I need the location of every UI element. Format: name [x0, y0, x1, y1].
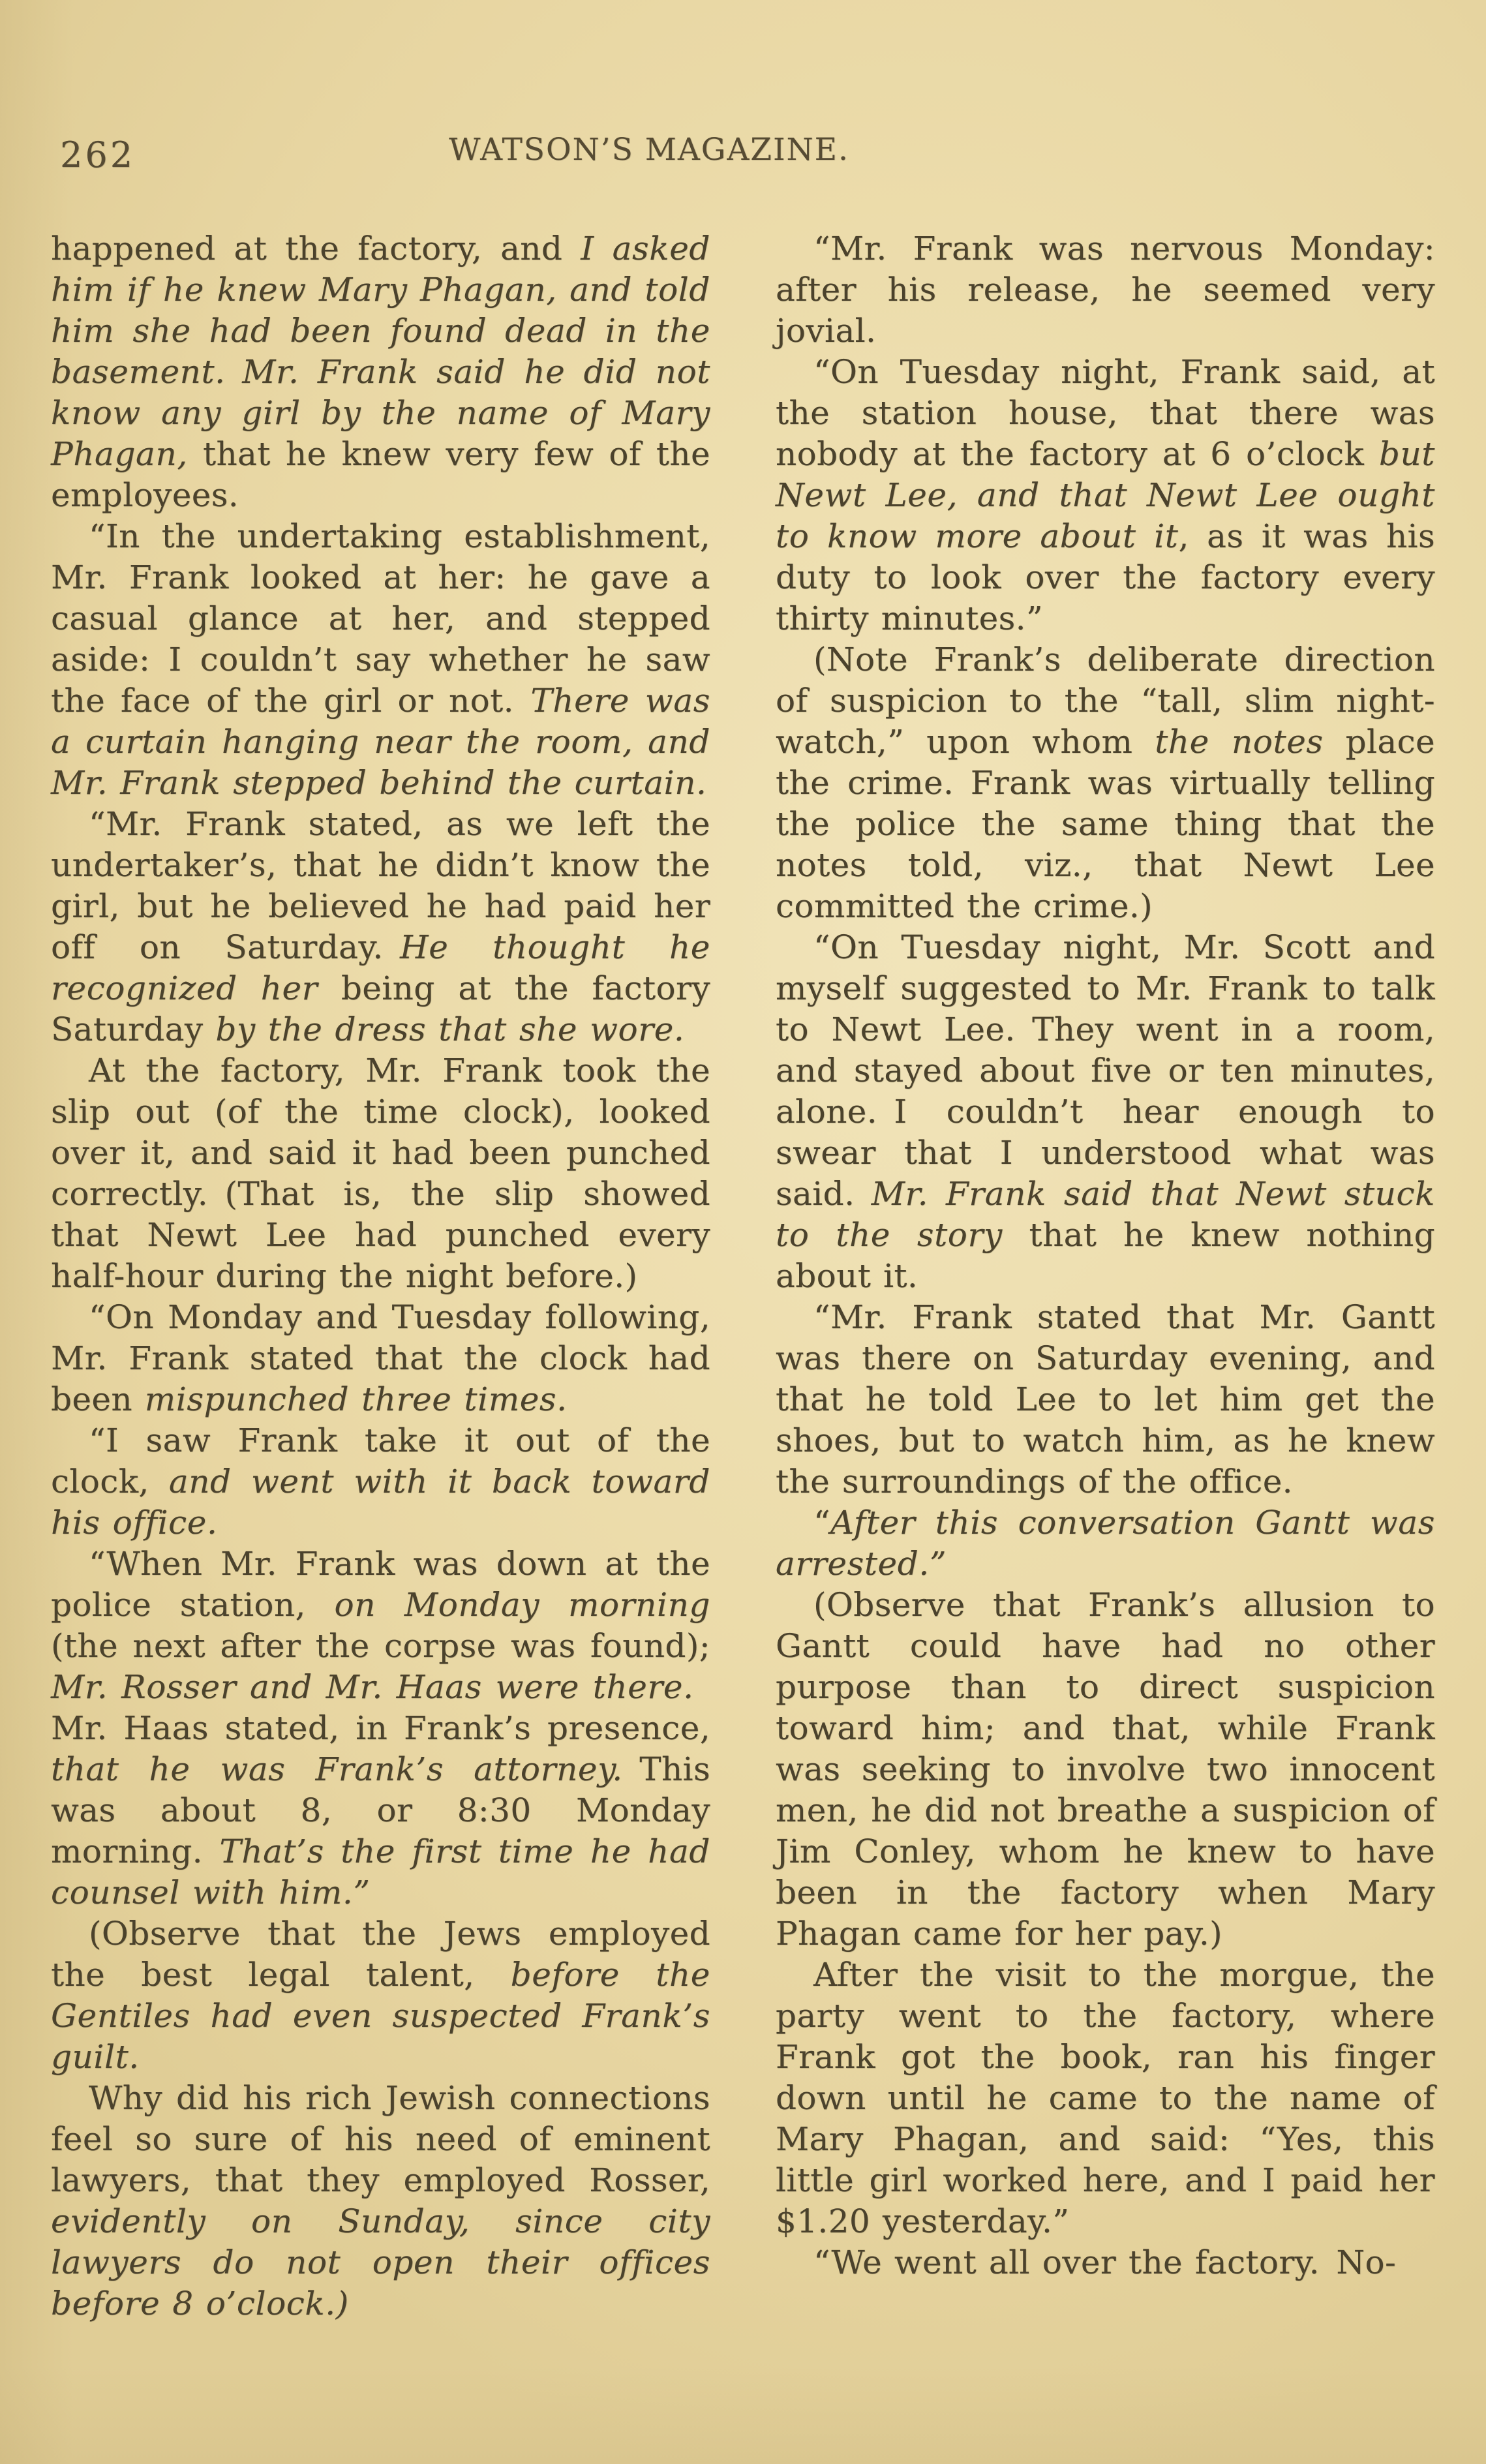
paragraph [51, 1050, 710, 1297]
text-segment: , as it was his duty to look over the factory every thirty minutes.” [776, 517, 1435, 637]
paragraph [51, 228, 710, 516]
italic-text-segment: before the Gentiles had even suspected Frank’s guilt. [51, 1956, 710, 2076]
italic-text-segment: That’s the first time he had counsel with him.” [51, 1833, 710, 1911]
paragraph [776, 1297, 1435, 1502]
paragraph [51, 1913, 710, 2078]
italic-text-segment: on Monday morning [334, 1586, 710, 1624]
text-segment: At the factory, Mr. Frank took the slip out (of the time clock), looked over it, and said it had been punched correctly. (That is, the slip showed that Newt Lee had punched every half-hour during the night before.) [51, 1052, 710, 1295]
paragraph [51, 1297, 710, 1420]
text-segment: Mr. Haas stated, in Frank’s presence, [51, 1668, 710, 1747]
text-segment: “On Tuesday night, Mr. Scott and myself suggested to Mr. Frank to talk to Newt Lee. They went in a room, and stayed about five or ten minutes, alone. I couldn’t hear enough to swear that I understood what was said. [776, 928, 1435, 1213]
paragraph [51, 1544, 710, 1913]
text-segment: “Mr. Frank was nervous Monday: after his release, he seemed very jovial. [776, 230, 1435, 350]
text-segment: “Mr. Frank stated that Mr. Gantt was there on Saturday evening, and that he told Lee to let him get the shoes, but to watch him, as he knew the surroundings of the office. [776, 1298, 1435, 1500]
paragraph [776, 1954, 1435, 2242]
paragraph [776, 1502, 1435, 1585]
paragraph [776, 927, 1435, 1297]
italic-text-segment: mispunched three times. [144, 1380, 568, 1418]
text-segment: After the visit to the morgue, the party went to the factory, where Frank got the book, ran his finger down until he came to the name of Mary Phagan, and said: “Yes, this little girl worked here, and I paid her $1.20 yesterday.” [776, 1956, 1435, 2240]
paragraph [51, 1420, 710, 1544]
text-segment: (Observe that Frank’s allusion to Gantt could have had no other purpose than to direct suspicion toward him; and that, while Frank was seeking to involve two innocent men, he did not breathe a suspicion of Jim Conley, whom he knew to have been in the factory when Mary Phagan came for her pay.) [776, 1586, 1435, 1953]
paragraph [51, 804, 710, 1050]
page-number: 262 [60, 134, 136, 175]
text-segment: “On Tuesday night, Frank said, at the station house, that there was nobody at the factory at 6 o’clock [776, 353, 1435, 473]
text-segment: that he knew nothing about it. [776, 1216, 1435, 1295]
text-segment: “ [813, 1504, 830, 1542]
italic-text-segment: He thought he recognized her [51, 928, 710, 1007]
text-segment: (Observe that the Jews employed the best legal talent, [51, 1915, 710, 1994]
paragraph [51, 2078, 710, 2324]
paragraph [776, 1585, 1435, 1954]
italic-text-segment: evidently on Sunday, since city lawyers do not open their offices before 8 o’clock.) [51, 2202, 710, 2322]
text-segment: “I saw Frank take it out of the clock, [51, 1422, 710, 1500]
right-column [776, 228, 1435, 2324]
italic-text-segment: by the dress that she wore. [215, 1011, 685, 1048]
text-segment: place the crime. Frank was virtually telling the police the same thing that the notes told, viz., that Newt Lee committed the crime.) [776, 723, 1435, 925]
left-column [51, 228, 710, 2324]
text-segment: “On Monday and Tuesday following, Mr. Frank stated that the clock had been [51, 1298, 710, 1418]
paragraph [776, 639, 1435, 927]
text-segment: happened at the factory, and [51, 230, 581, 267]
text-segment: “In the undertaking establishment, Mr. Frank looked at her: he gave a casual glance at her, and stepped aside: I couldn’t say whether he saw the face of the girl or not. [51, 517, 710, 720]
italic-text-segment: After this conversation Gantt was arrested.” [776, 1504, 1435, 1583]
paragraph [776, 352, 1435, 639]
text-segment: (the next after the corpse was found); [51, 1627, 710, 1665]
paragraph [51, 516, 710, 804]
text-segment: being at the factory Saturday [51, 969, 710, 1048]
text-segment: “Mr. Frank stated, as we left the undertaker’s, that he didn’t know the girl, but he believed he had paid her off on Saturday. [51, 805, 710, 966]
text-segment: “We went all over the factory. No- [813, 2243, 1397, 2281]
italic-text-segment: Mr. Frank said that Newt stuck to the story [776, 1175, 1435, 1254]
italic-text-segment: There was a curtain hanging near the room, and Mr. Frank stepped behind the curtain. [51, 682, 710, 802]
paragraph [776, 2242, 1435, 2283]
text-segment: that he knew very few of the employees. [51, 435, 710, 514]
italic-text-segment: and went with it back toward his office. [51, 1463, 710, 1542]
italic-text-segment: Mr. Rosser and Mr. Haas were there. [51, 1668, 694, 1706]
italic-text-segment: that he was Frank’s attorney. [51, 1750, 623, 1788]
text-segment: “When Mr. Frank was down at the police station, [51, 1545, 710, 1624]
italic-text-segment: the notes [1155, 723, 1324, 761]
text-segment: (Note Frank’s deliberate direction of suspicion to the “tall, slim night-watch,” upon whom [776, 641, 1435, 761]
text-columns [51, 228, 1435, 2324]
text-segment: This was about 8, or 8:30 Monday morning. [51, 1750, 710, 1870]
page-title: WATSON’S MAGAZINE. [449, 132, 849, 168]
italic-text-segment: I asked him if he knew Mary Phagan, and told him she had been found dead in the basement. Mr. Frank said he did not know any girl by the name of Mary Phagan, [51, 230, 710, 473]
text-segment: Why did his rich Jewish connections feel so sure of his need of eminent lawyers, that they employed Rosser, [51, 2079, 710, 2199]
paragraph [776, 228, 1435, 352]
italic-text-segment: but Newt Lee, and that Newt Lee ought to know more about it [776, 435, 1435, 555]
